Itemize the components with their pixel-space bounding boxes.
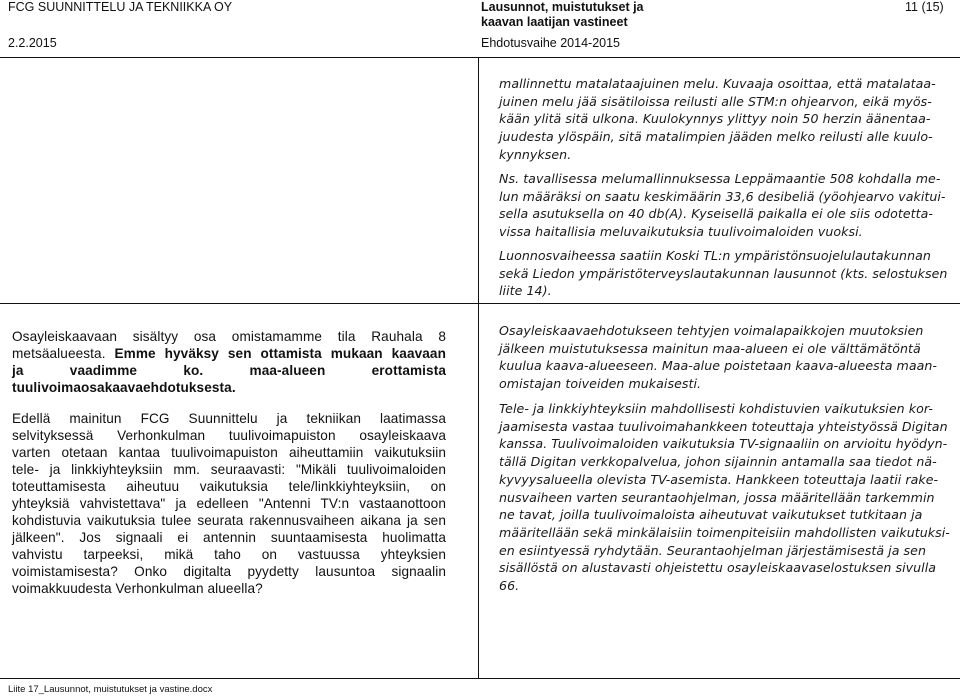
text-line: jälkeen". Jos signaali ei antennin suuntaamisesta huolimatta: [12, 530, 446, 545]
text-line: yhteyksiä vahvistettava" ja edelleen "Antenni TV:n vastaanottoon: [12, 496, 446, 511]
text-line: lun määräksi on saatu keskimäärin 33,6 desibeliä (yöohjearvo vakitui-: [499, 188, 946, 204]
text-line: en esiintyessä ryhdytään. Seurantaohjelman järjestämisestä ja sen: [499, 542, 926, 558]
text-line: kanssa. Tuulivoimaloiden vaikutuksia TV-signaaliin on arvioitu hyödyn-: [499, 436, 948, 452]
text-line: omistajan toiveiden mukaisesti.: [499, 376, 702, 392]
text-line: [12, 379, 446, 396]
company-name: FCG SUUNNITTELU JA TEKNIIKKA OY: [8, 0, 233, 14]
text-line: Edellä mainitun FCG Suunnittelu ja tekniikan laatimassa: [12, 411, 446, 426]
document-phase: Ehdotusvaihe 2014-2015: [481, 36, 621, 50]
text-line: juinen melu jää sisätiloissa reilusti alle STM:n ohjearvon, eikä myös-: [499, 93, 932, 109]
page-number: 11 (15): [905, 0, 944, 14]
row-divider: [0, 303, 960, 304]
response-paragraph-2: [499, 170, 946, 241]
text-line: liite 14).: [499, 283, 552, 299]
text-line: vahvistu tarpeeksi, mikä taho on vastuussa yhteyksien: [12, 547, 446, 562]
text-line: Osayleiskaavaehdotukseen tehtyjen voimalapaikkojen muutoksien: [499, 323, 924, 338]
text-fragment: metsäalueesta.: [12, 346, 106, 361]
bold-text: tuulivoimaosakaavaehdotuksesta.: [12, 380, 236, 395]
text-line: Ns. tavallisessa melumallinnuksessa Leppämaantie 508 kohdalla me-: [499, 171, 941, 186]
text-line: tällä Digitan verkkopalvelua, johon sijainnin antamalla saa tiedot nä-: [499, 454, 937, 470]
text-line: kynnyksen.: [499, 146, 572, 162]
text-line: sisällöstä on alustavasti ohjeistettu osayleiskaavaselostuksen sivulla: [499, 560, 937, 576]
text-line: voimakkuudesta Verhonkulman alueella?: [12, 581, 263, 596]
text-line: varten otetaan kantaa tuulivoimapuiston aiheuttamiin vaikutuksiin: [12, 445, 446, 460]
text-line: vissa haitallisia meluvaikutuksia tuulivoimaloiden vuoksi.: [499, 224, 863, 240]
response-paragraph-3: [499, 247, 947, 300]
text-line: kään ylitä sitä ulkona. Kuulokynnys ylittyy noin 50 herzin äänentaa-: [499, 111, 931, 127]
text-line: selvityksessä Verhonkulman tuulivoimapuiston osayleiskaava: [12, 428, 446, 443]
bold-text: Emme hyväksy sen ottamista mukaan kaavaan: [114, 346, 446, 361]
response-paragraph-4: [499, 322, 937, 393]
statement-paragraph-2: [12, 410, 446, 597]
column-divider: [478, 57, 479, 679]
text-line: kyvyysalueella olevista TV-asemista. Hankkeen toteuttaja laatii rake-: [499, 471, 939, 487]
document-title-line-1: Lausunnot, muistutukset ja: [481, 0, 644, 14]
statement-paragraph-1: [12, 328, 446, 396]
text-line: jälkeen muistutuksessa mainitun maa-alueen ei ole välttämätöntä: [499, 340, 921, 356]
text-line: Luonnosvaiheessa saatiin Koski TL:n ympäristönsuojelulautakunnan: [499, 248, 931, 263]
bold-text: ja vaadimme ko. maa-alueen erottamista: [12, 363, 446, 378]
text-line: sella asutuksella on 40 db(A). Kyseisellä paikalla ei ole siis odotetta-: [499, 206, 933, 222]
text-line: määritellään sekä minkälaisiin toimenpiteisiin mahdollisten vaikutuksi-: [499, 524, 950, 540]
table-bottom-line: [0, 678, 960, 679]
document-title-line-2: kaavan laatijan vastineet: [481, 15, 628, 29]
text-line: [12, 345, 446, 362]
text-line: Tele- ja linkkiyhteyksiin mahdollisesti kohdistuvien vaikutuksien kor-: [499, 401, 933, 416]
text-line: voimistamisesta? Onko digitalta pyydetty lausuntoa signaalin: [12, 564, 446, 579]
text-line: sekä Liedon ympäristöterveyslautakunnan lausunnot (kts. selostuksen: [499, 265, 948, 281]
text-line: Osayleiskaavaan sisältyy osa omistamamme tila Rauhala 8: [12, 329, 446, 344]
text-line: jaamisesta vastaa tuulivoimahankkeen toteuttaja yhteistyössä Digitan: [499, 418, 948, 434]
document-date: 2.2.2015: [8, 36, 57, 50]
text-line: tele- ja linkkiyhteyksiin mm. seuraavasti: "Mikäli tuulivoimaloiden: [12, 462, 446, 477]
footer-filename: Liite 17_Lausunnot, muistutukset ja vastine.docx: [8, 684, 213, 695]
header-divider: [0, 57, 960, 58]
text-line: [12, 362, 446, 379]
text-line: kohdistuvia vaikutuksia tulee seurata rakennusvaiheen aikana ja sen: [12, 513, 446, 528]
text-line: nusvaiheen varten seurantaohjelman, jossa määritellään tarkemmin: [499, 489, 935, 505]
text-line: ne tavat, joilla tuulivoimaloista aiheutuvat vaikutukset tutkitaan ja: [499, 507, 923, 523]
text-line: mallinnettu matalataajuinen melu. Kuvaaja osoittaa, että matalataa-: [499, 76, 936, 91]
text-line: juudesta ylöspäin, sitä matalimpien jääden melko reilusti alle kuulo-: [499, 129, 933, 145]
response-paragraph-1: [499, 75, 936, 164]
text-line: 66.: [499, 578, 520, 594]
text-line: kuulua kaava-alueeseen. Maa-alue poistetaan kaava-alueesta maan-: [499, 358, 938, 374]
text-line: toteuttamisesta aiheutuu vaikutuksia tele/linkkiyhteyksiin, on: [12, 479, 446, 494]
response-paragraph-5: [499, 400, 950, 595]
